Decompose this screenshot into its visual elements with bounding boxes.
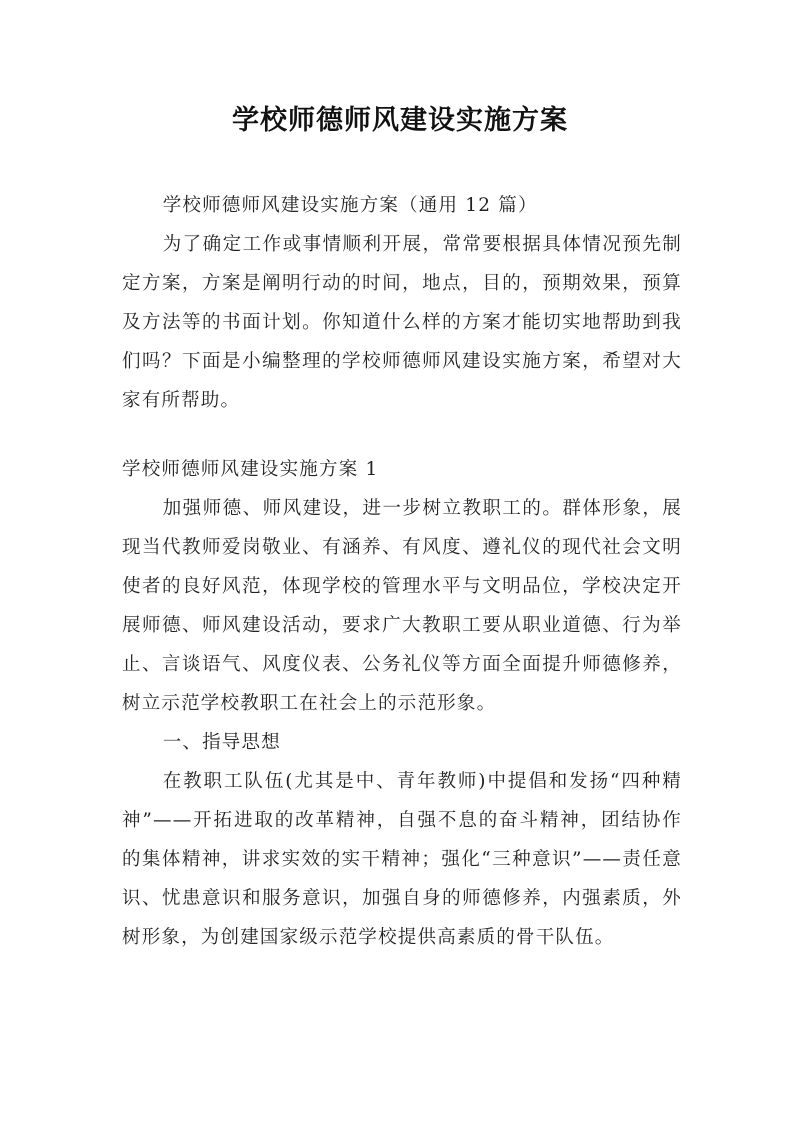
document-body — [122, 186, 682, 957]
document-title: 学校师德师风建设实施方案 — [232, 105, 568, 136]
section-paragraph-2: 在教职工队伍(尤其是中、青年教师)中提倡和发扬“四种精神”——开拓进取的改革精神，自强不息的奋斗精神，团结协作的集体精神，讲求实效的实干精神；强化“三种意识”——责任意识、忧患意识和服务意识，加强自身的师德修养，内强素质，外树形象，为创建国家级示范学校提供高素质的骨干队伍。 — [122, 771, 682, 948]
section-gap — [122, 420, 682, 450]
section-paragraph-1: 加强师德、师风建设，进一步树立教职工的。群体形象，展现当代教师爱岗敬业、有涵养、有风度、遵礼仪的现代社会文明使者的良好风范，体现学校的管理水平与文明品位，学校决定开展师德、师风建设活动，要求广大教职工要从职业道德、行为举止、言谈语气、风度仪表、公务礼仪等方面全面提升师德修养，树立示范学校教职工在社会上的示范形象。 — [122, 498, 682, 714]
section-subheading: 一、指导思想 — [162, 732, 281, 753]
section-heading: 学校师德师风建设实施方案 1 — [122, 459, 379, 480]
subtitle-line: 学校师德师风建设实施方案（通用 12 篇） — [162, 195, 538, 216]
intro-paragraph: 为了确定工作或事情顺利开展，常常要根据具体情况预先制定方案，方案是阐明行动的时间，地点，目的，预期效果，预算及方法等的书面计划。你知道什么样的方案才能切实地帮助到我们吗？下面是小编整理的学校师德师风建设实施方案，希望对大家有所帮助。 — [122, 234, 682, 411]
